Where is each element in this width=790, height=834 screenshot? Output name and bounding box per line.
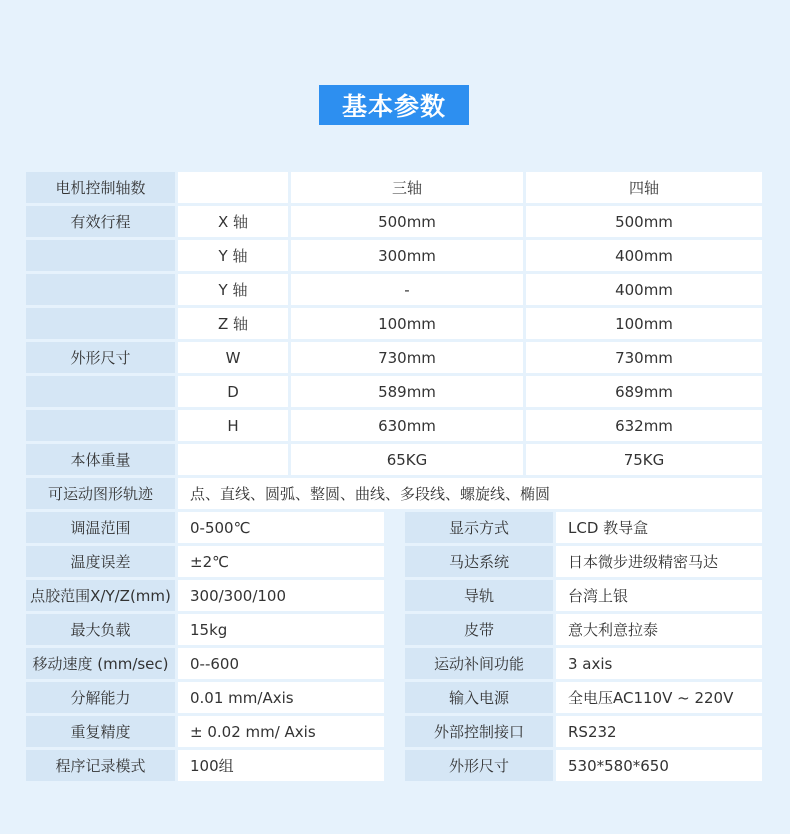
- spec-left-value: 0--600: [178, 648, 384, 679]
- header-axis-count-label: 电机控制轴数: [26, 172, 175, 203]
- spec-left-label: 重复精度: [26, 716, 175, 747]
- row-label: 外形尺寸: [26, 342, 175, 373]
- row-four-axis-value: 500mm: [526, 206, 762, 237]
- spec-right-value: 3 axis: [556, 648, 762, 679]
- weight-label: 本体重量: [26, 444, 175, 475]
- row-four-axis-value: 400mm: [526, 274, 762, 305]
- spec-right-value: RS232: [556, 716, 762, 747]
- row-four-axis-value: 632mm: [526, 410, 762, 441]
- spec-left-value: ±2℃: [178, 546, 384, 577]
- row-label: [26, 410, 175, 441]
- row-three-axis-value: -: [291, 274, 523, 305]
- spec-left-value: 300/300/100: [178, 580, 384, 611]
- spec-right-value: 日本微步进级精密马达: [556, 546, 762, 577]
- spec-left-value: 0.01 mm/Axis: [178, 682, 384, 713]
- row-three-axis-value: 300mm: [291, 240, 523, 271]
- spec-left-value: 15kg: [178, 614, 384, 645]
- row-label: [26, 308, 175, 339]
- weight-four-axis: 75KG: [526, 444, 762, 475]
- spec-left-label: 点胶范围X/Y/Z(mm): [26, 580, 175, 611]
- row-label: [26, 240, 175, 271]
- row-sub-label: X 轴: [178, 206, 288, 237]
- spec-right-label: 运动补间功能: [405, 648, 553, 679]
- header-blank-cell: [178, 172, 288, 203]
- row-sub-label: Y 轴: [178, 240, 288, 271]
- spec-left-label: 分解能力: [26, 682, 175, 713]
- row-four-axis-value: 100mm: [526, 308, 762, 339]
- row-label: [26, 376, 175, 407]
- row-four-axis-value: 400mm: [526, 240, 762, 271]
- row-three-axis-value: 589mm: [291, 376, 523, 407]
- spec-right-value: 全电压AC110V ~ 220V: [556, 682, 762, 713]
- spec-right-value: 意大利意拉泰: [556, 614, 762, 645]
- weight-three-axis: 65KG: [291, 444, 523, 475]
- spec-left-value: ± 0.02 mm/ Axis: [178, 716, 384, 747]
- spec-left-label: 程序记录模式: [26, 750, 175, 781]
- row-sub-label: D: [178, 376, 288, 407]
- header-four-axis: 四轴: [526, 172, 762, 203]
- spec-right-label: 导轨: [405, 580, 553, 611]
- spec-right-label: 皮带: [405, 614, 553, 645]
- spec-left-label: 移动速度 (mm/sec): [26, 648, 175, 679]
- row-four-axis-value: 689mm: [526, 376, 762, 407]
- header-three-axis: 三轴: [291, 172, 523, 203]
- row-sub-label: H: [178, 410, 288, 441]
- page-title: 基本参数: [319, 85, 469, 125]
- row-label: [26, 274, 175, 305]
- spec-right-label: 显示方式: [405, 512, 553, 543]
- row-label: 有效行程: [26, 206, 175, 237]
- row-four-axis-value: 730mm: [526, 342, 762, 373]
- spec-left-label: 最大负载: [26, 614, 175, 645]
- spec-left-label: 调温范围: [26, 512, 175, 543]
- spec-right-label: 外形尺寸: [405, 750, 553, 781]
- weight-blank-cell: [178, 444, 288, 475]
- spec-right-value: LCD 教导盒: [556, 512, 762, 543]
- motion-label: 可运动图形轨迹: [26, 478, 175, 509]
- spec-right-value: 台湾上银: [556, 580, 762, 611]
- spec-left-value: 0-500℃: [178, 512, 384, 543]
- row-three-axis-value: 630mm: [291, 410, 523, 441]
- motion-value: 点、直线、圆弧、整圆、曲线、多段线、螺旋线、椭圆: [178, 478, 762, 509]
- row-sub-label: W: [178, 342, 288, 373]
- spec-right-label: 马达系统: [405, 546, 553, 577]
- spec-right-value: 530*580*650: [556, 750, 762, 781]
- spec-right-label: 输入电源: [405, 682, 553, 713]
- row-three-axis-value: 730mm: [291, 342, 523, 373]
- row-sub-label: Y 轴: [178, 274, 288, 305]
- row-three-axis-value: 500mm: [291, 206, 523, 237]
- row-three-axis-value: 100mm: [291, 308, 523, 339]
- row-sub-label: Z 轴: [178, 308, 288, 339]
- spec-left-value: 100组: [178, 750, 384, 781]
- spec-left-label: 温度误差: [26, 546, 175, 577]
- spec-right-label: 外部控制接口: [405, 716, 553, 747]
